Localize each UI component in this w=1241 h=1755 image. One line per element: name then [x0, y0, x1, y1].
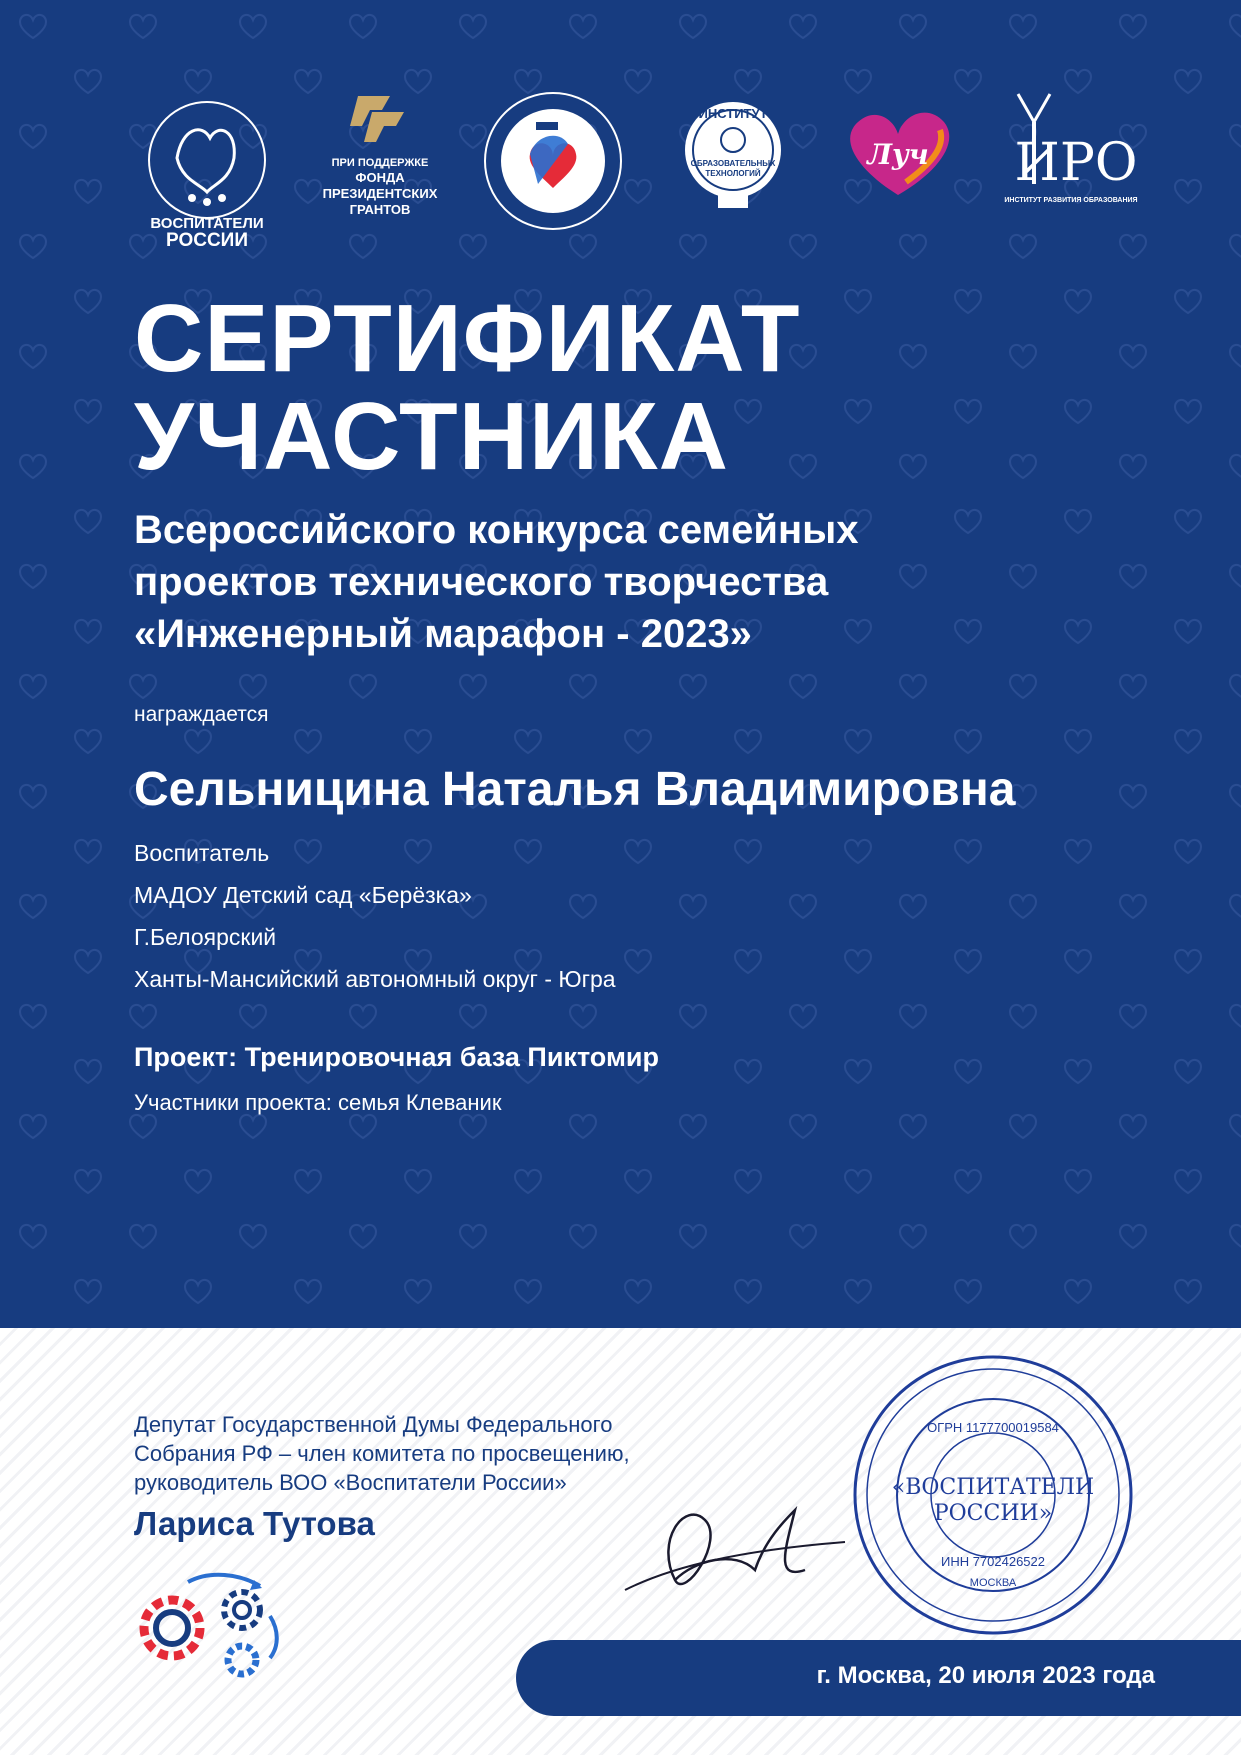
signatory-name: Лариса Тутова: [134, 1505, 375, 1542]
logo2-line3: ПРЕЗИДЕНТСКИХ: [322, 186, 438, 201]
recipient-city: Г.Белоярский: [134, 924, 277, 950]
role-line-3: руководитель ВОО «Воспитатели России»: [134, 1470, 567, 1495]
logo-iro: [996, 92, 1146, 212]
partner-logos: [0, 78, 1241, 258]
recipient-name: Сельницина Наталья Владимировна: [134, 763, 1016, 816]
date-bar: [516, 1640, 1241, 1716]
stamp-center-1: «ВОСПИТАТЕЛИ: [891, 1475, 1095, 1500]
stamp-ogrn: ОГРН 1177700019584: [927, 1420, 1059, 1435]
contest-name: [134, 504, 1134, 660]
stamp-city: МОСКВА: [969, 1577, 1017, 1589]
logo6-mark: ИРО: [1014, 133, 1138, 193]
logo6-caption: ИНСТИТУТ РАЗВИТИЯ ОБРАЗОВАНИЯ: [1004, 197, 1138, 204]
role-line-1: Депутат Государственной Думы Федерального: [134, 1412, 613, 1437]
subtitle-line-3: «Инженерный марафон - 2023»: [134, 612, 752, 656]
recipient-details: [134, 832, 616, 1000]
logo-vospitateli-rossii: [122, 88, 292, 248]
subtitle-line-2: проектов технического творчества: [134, 560, 829, 604]
logo1-bottom1: ВОСПИТАТЕЛИ: [150, 215, 264, 232]
logo4-line2: ТЕХНОЛОГИЙ: [705, 169, 761, 178]
awarded-label: награждается: [134, 703, 269, 726]
title-line-2: УЧАСТНИКА: [134, 383, 729, 490]
logo-research-institute: [478, 86, 628, 236]
subtitle-line-1: Всероссийского конкурса семейных: [134, 508, 859, 552]
project-title: Проект: Тренировочная база Пиктомир: [134, 1042, 660, 1072]
stamp-inn: ИНН 7702426522: [940, 1554, 1046, 1569]
stamp-center-2: РОССИИ»: [933, 1501, 1053, 1526]
issue-date: г. Москва, 20 июля 2023 года: [816, 1662, 1155, 1689]
signature-icon: [615, 1480, 855, 1625]
logo-presidential-grants: [310, 96, 450, 226]
title-line-1: СЕРТИФИКАТ: [134, 285, 801, 392]
logo4-line1: ОБРАЗОВАТЕЛЬНЫХ: [690, 159, 776, 168]
role-line-2: Собрания РФ – член комитета по просвещению,: [134, 1441, 630, 1466]
logo1-bottom2: РОССИИ: [166, 230, 248, 248]
logo2-line1: ПРИ ПОДДЕРЖКЕ: [331, 157, 429, 169]
logo2-line4: ГРАНТОВ: [349, 202, 411, 217]
organization-stamp: [848, 1350, 1138, 1645]
certificate-title: [134, 285, 801, 490]
logo-luch: [828, 100, 968, 210]
logo4-top: ИНСТИТУТ: [698, 106, 768, 121]
recipient-position: Воспитатель: [134, 840, 270, 866]
logo2-line2: ФОНДА: [355, 170, 405, 185]
recipient-region: Ханты-Мансийский автономный округ - Югра: [134, 966, 616, 992]
recipient-organization: МАДОУ Детский сад «Берёзка»: [134, 882, 472, 908]
signatory-role: [134, 1410, 630, 1497]
project-members: Участники проекта: семья Клеваник: [134, 1090, 502, 1115]
logo5-text: Луч: [867, 138, 929, 171]
logo-institute-ed-tech: [668, 88, 798, 218]
gears-icon: [130, 1572, 300, 1687]
